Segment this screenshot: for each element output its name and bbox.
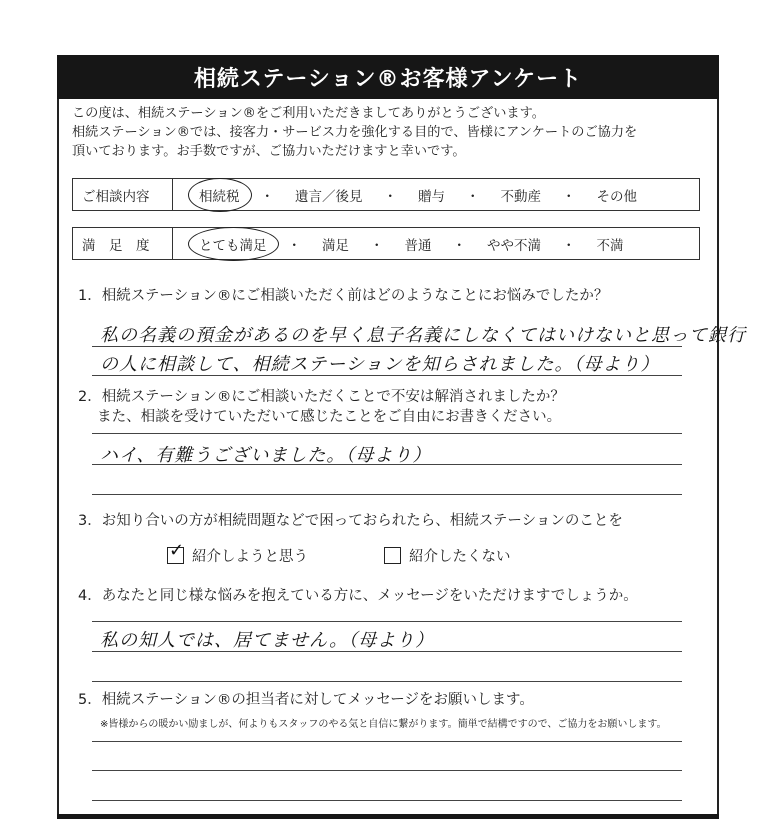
separator: ・ (562, 237, 576, 254)
check-mark-icon: ✓ (169, 540, 185, 561)
satisfaction-option-dissatisfied[interactable]: 不満 (596, 237, 624, 254)
question-5-note: ※皆様からの暖かい励ましが、何よりもスタッフのやる気と自信に繋がります。簡単で結構ですので、ご協力をお願いします。 (100, 719, 667, 730)
answer-line (92, 494, 682, 495)
separator: ・ (452, 237, 466, 254)
separator: ・ (383, 188, 397, 205)
question-2-line-1: 2．相続ステーション®にご相談いただくことで不安は解消されましたか？ (78, 389, 565, 405)
question-2 (78, 387, 565, 427)
checkbox-no[interactable] (384, 547, 401, 564)
checkbox-yes[interactable] (167, 540, 185, 564)
answer-line (92, 464, 682, 465)
answer-line (92, 741, 682, 742)
intro-text (72, 104, 712, 161)
question-5: 5．相続ステーション®の担当者に対してメッセージをお願いします。 (78, 692, 534, 708)
question-2-line-2: また、相談を受けていただいて感じたことをご自由にお書きください。 (78, 409, 562, 425)
answer-line (92, 681, 682, 682)
satisfaction-options (173, 234, 699, 254)
answer-line (92, 433, 682, 434)
separator: ・ (370, 237, 384, 254)
satisfaction-option-satisfied[interactable]: 満足 (322, 237, 349, 254)
consultation-options (173, 185, 699, 205)
answer-line (92, 375, 682, 376)
intro-line: この度は、相続ステーション®をご利用いただきましてありがとうございます。 (72, 106, 545, 121)
separator: ・ (562, 188, 576, 205)
answer-1-line-2: の人に相談して、相続ステーションを知らされました。（母より） (100, 354, 660, 375)
footer-bar (57, 814, 719, 819)
answer-4: 私の知人では、居てません。（母より） (100, 630, 435, 651)
satisfaction-option-somewhat-dissatisfied[interactable]: やや不満 (487, 237, 541, 254)
consultation-row (72, 178, 700, 211)
answer-line (92, 770, 682, 771)
consultation-option-gift[interactable]: 贈与 (418, 188, 445, 205)
question-3: 3．お知り合いの方が相続問題などで困っておられたら、相続ステーションのことを (78, 513, 623, 529)
answer-line (92, 651, 682, 652)
consultation-option-will[interactable]: 遺言／後見 (295, 188, 363, 205)
answer-2: ハイ、有難うございました。（母より） (100, 445, 432, 466)
consultation-option-real-estate[interactable]: 不動産 (500, 188, 541, 205)
satisfaction-row (72, 227, 700, 260)
separator: ・ (466, 188, 480, 205)
intro-line: 頂いております。お手数ですが、ご協力いただけますと幸いです。 (72, 144, 466, 159)
satisfaction-option-normal[interactable]: 普通 (404, 237, 432, 254)
consultation-option-inheritance-tax[interactable]: 相続税 (193, 185, 246, 205)
separator: ・ (260, 188, 274, 205)
option-yes-label: 紹介しようと思う (192, 549, 308, 565)
question-4: 4．あなたと同じ様な悩みを抱えている方に、メッセージをいただけますでしょうか。 (78, 588, 638, 604)
question-1: 1．相続ステーション®にご相談いただく前はどのようなことにお悩みでしたか？ (78, 288, 609, 304)
option-recommend-no[interactable] (384, 545, 511, 566)
answer-line (92, 800, 682, 801)
intro-line: 相続ステーション®では、接客力・サービス力を強化する目的で、皆様にアンケートのご協力を (72, 125, 638, 140)
consultation-label: ご相談内容 (73, 179, 173, 210)
survey-title: 相続ステーション®お客様アンケート (57, 55, 719, 99)
satisfaction-label: 満 足 度 (73, 228, 173, 259)
answer-1-line-1: 私の名義の預金があるのを早く息子名義にしなくてはいけないと思って銀行 (100, 325, 746, 346)
satisfaction-option-very-satisfied[interactable]: とても満足 (193, 234, 273, 254)
answer-line (92, 346, 682, 347)
option-no-label: 紹介したくない (409, 549, 511, 565)
separator: ・ (287, 237, 301, 254)
consultation-option-other[interactable]: その他 (596, 188, 637, 205)
option-recommend-yes[interactable] (167, 540, 308, 566)
answer-line (92, 621, 682, 622)
